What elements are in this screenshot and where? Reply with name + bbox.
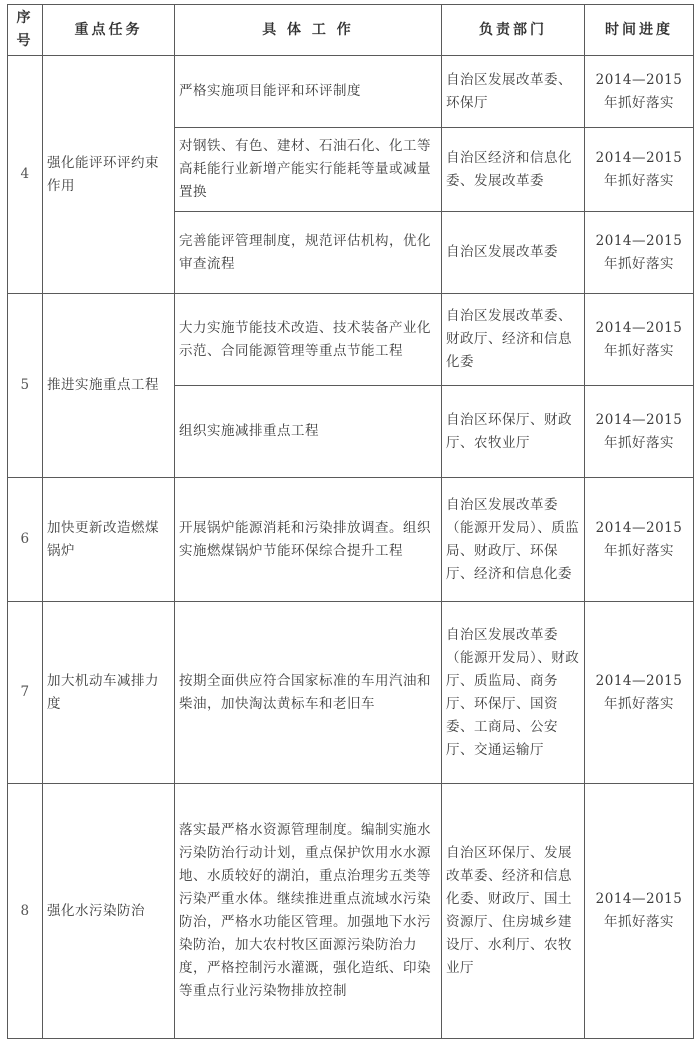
dept-cell: 自治区发展改革委、环保厅: [442, 56, 585, 128]
work-cell: 按期全面供应符合国家标准的车用汽油和柴油，加快淘汰黄标车和老旧车: [175, 602, 442, 784]
task-cell: 强化水污染防治: [43, 784, 175, 1039]
table-row: [8, 294, 694, 386]
task-cell: 加快更新改造燃煤锅炉: [43, 478, 175, 602]
header-work: 具 体 工 作: [175, 5, 442, 56]
task-cell: 加大机动车减排力度: [43, 602, 175, 784]
dept-cell: 自治区经济和信息化委、发展改革委: [442, 128, 585, 212]
seq-cell: 8: [8, 784, 43, 1039]
work-cell: 落实最严格水资源管理制度。编制实施水污染防治行动计划，重点保护饮用水水源地、水质较好的湖泊，重点治理劣五类等污染严重水体。继续推进重点流域水污染防治，严格水功能区管理。加强地下水污染防治，加大农村牧区面源污染防治力度，严格控制污水灌溉，强化造纸、印染等重点行业污染物排放控制: [175, 784, 442, 1039]
work-cell: 组织实施减排重点工程: [175, 386, 442, 478]
task-cell: 强化能评环评约束作用: [43, 56, 175, 294]
work-cell: 完善能评管理制度，规范评估机构，优化审查流程: [175, 212, 442, 294]
dept-cell: 自治区发展改革委（能源开发局）、财政厅、质监局、商务厅、环保厅、国资委、工商局、公安厅、交通运输厅: [442, 602, 585, 784]
header-task: 重点任务: [43, 5, 175, 56]
header-seq: 序号: [8, 5, 43, 56]
dept-cell: 自治区发展改革委（能源开发局）、质监局、财政厅、环保厅、经济和信息化委: [442, 478, 585, 602]
work-cell: 大力实施节能技术改造、技术装备产业化示范、合同能源管理等重点节能工程: [175, 294, 442, 386]
table-row: [8, 478, 694, 602]
table-row: [8, 784, 694, 1039]
dept-cell: 自治区环保厅、发展改革委、经济和信息化委、财政厅、国土资源厅、住房城乡建设厅、水利厅、农牧业厅: [442, 784, 585, 1039]
time-cell: 2014—2015 年抓好落实: [585, 602, 694, 784]
seq-cell: 5: [8, 294, 43, 478]
header-time: 时间进度: [585, 5, 694, 56]
header-dept: 负责部门: [442, 5, 585, 56]
time-cell: 2014—2015 年抓好落实: [585, 294, 694, 386]
table-row: [8, 56, 694, 128]
time-cell: 2014—2015 年抓好落实: [585, 212, 694, 294]
seq-cell: 4: [8, 56, 43, 294]
seq-cell: 6: [8, 478, 43, 602]
seq-cell: 7: [8, 602, 43, 784]
work-cell: 开展锅炉能源消耗和污染排放调查。组织实施燃煤锅炉节能环保综合提升工程: [175, 478, 442, 602]
table-header-row: [8, 5, 694, 56]
task-cell: 推进实施重点工程: [43, 294, 175, 478]
time-cell: 2014—2015 年抓好落实: [585, 386, 694, 478]
dept-cell: 自治区发展改革委、财政厅、经济和信息化委: [442, 294, 585, 386]
time-cell: 2014—2015 年抓好落实: [585, 128, 694, 212]
work-cell: 对钢铁、有色、建材、石油石化、化工等高耗能行业新增产能实行能耗等量或减量置换: [175, 128, 442, 212]
time-cell: 2014—2015 年抓好落实: [585, 478, 694, 602]
work-cell: 严格实施项目能评和环评制度: [175, 56, 442, 128]
time-cell: 2014—2015 年抓好落实: [585, 784, 694, 1039]
table-row: [8, 602, 694, 784]
dept-cell: 自治区发展改革委: [442, 212, 585, 294]
dept-cell: 自治区环保厅、财政厅、农牧业厅: [442, 386, 585, 478]
task-table: [7, 4, 694, 1039]
time-cell: 2014—2015 年抓好落实: [585, 56, 694, 128]
